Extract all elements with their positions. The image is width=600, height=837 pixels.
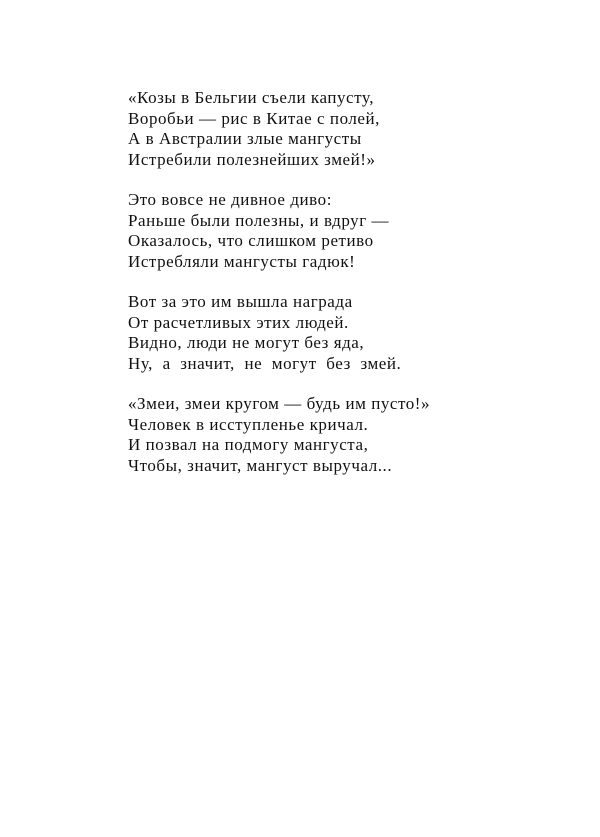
stanza-4 [128, 394, 488, 476]
stanza-2 [128, 190, 488, 272]
poem-line: Человек в исступленье кричал. [128, 414, 369, 434]
poem-line: Вот за это им вышла награда [128, 292, 353, 311]
poem-text [128, 88, 488, 496]
poem-line: Истребили полезнейших змей!» [128, 149, 376, 169]
poem-line: Ну, а значит, не могут без змей. [128, 353, 402, 373]
poem-line: Оказалось, что слишком ретиво [128, 231, 374, 250]
poem-line: Воробьи — рис в Китае с полей, [128, 108, 380, 128]
poem-line: Чтобы, значит, мангуст выручал... [128, 455, 393, 475]
poem-line: Это вовсе не дивное диво: [128, 190, 332, 209]
poem-line: Раньше были полезны, и вдруг — [128, 210, 390, 230]
poem-line: И позвал на подмогу мангуста, [128, 435, 369, 454]
stanza-1 [128, 88, 488, 170]
stanza-3 [128, 292, 488, 374]
poem-line: Видно, люди не могут без яда, [128, 333, 365, 352]
poem-line: А в Австралии злые мангусты [128, 129, 362, 148]
poem-line: От расчетливых этих людей. [128, 312, 349, 332]
poem-line: «Змеи, змеи кругом — будь им пусто!» [128, 394, 431, 413]
poem-line: «Козы в Бельгии съели капусту, [128, 88, 375, 107]
poem-line: Истребляли мангусты гадюк! [128, 251, 356, 271]
